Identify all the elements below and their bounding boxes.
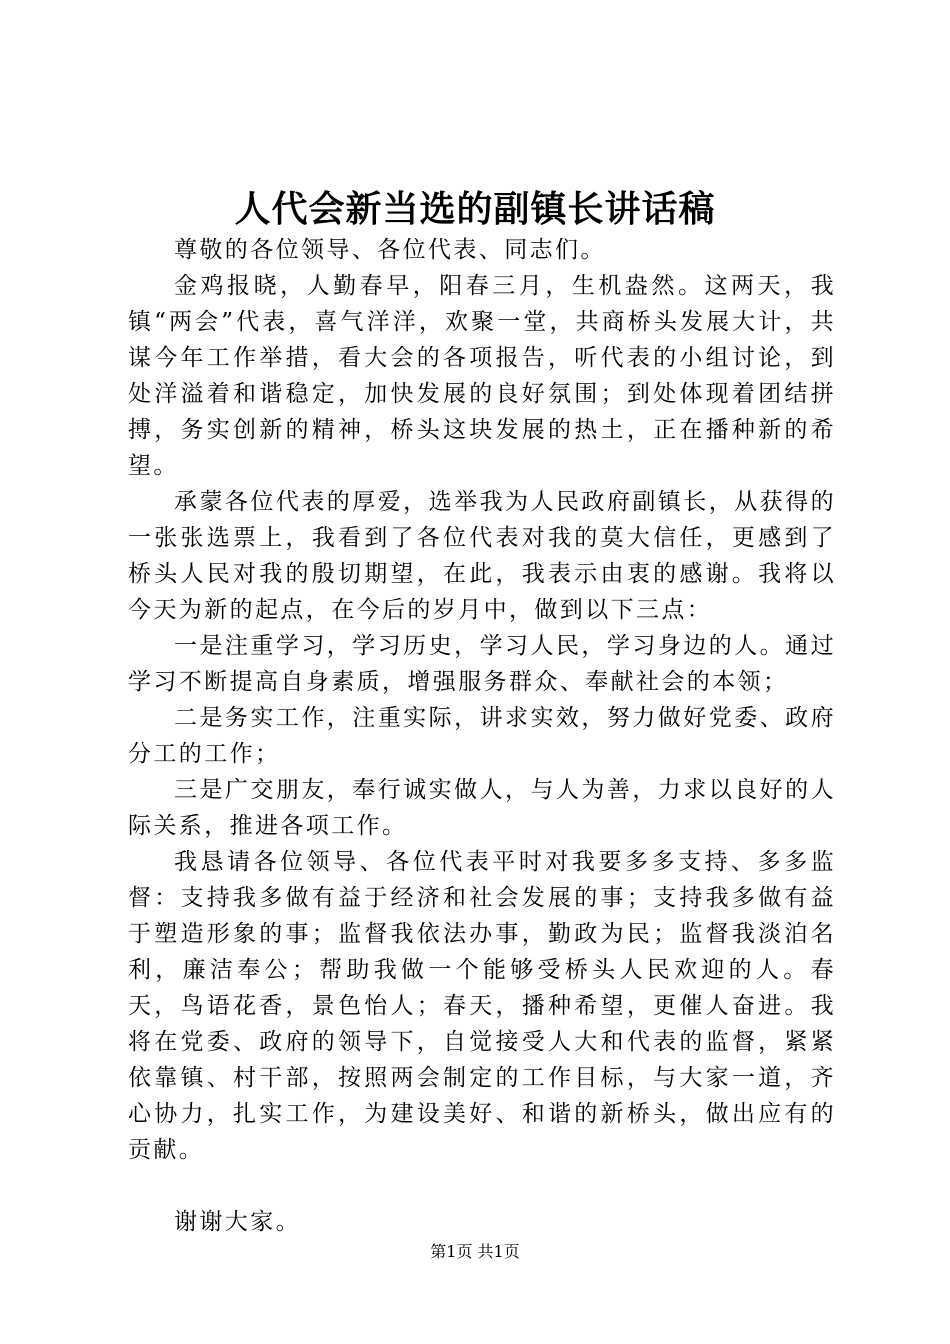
paragraph-point-one: 一是注重学习，学习历史，学习人民，学习身边的人。通过学习不断提高自身素质，增强服务群众、奉献社会的本领； bbox=[128, 633, 836, 695]
paragraph-request: 我恳请各位领导、各位代表平时对我要多多支持、多多监督：支持我多做有益于经济和社会发展的事；支持我多做有益于塑造形象的事；监督我依法办事，勤政为民；监督我淡泊名利，廉洁奉公；帮助我做一个能够受桥头人民欢迎的人。春天，鸟语花香，景色怡人；春天，播种希望，更催人奋进。我将在党委、政府的领导下，自觉接受人大和代表的监督，紧紧依靠镇、村干部，按照两会制定的工作目标，与大家一道，齐心协力，扎实工作，为建设美好、和谐的新桥头，做出应有的贡献。 bbox=[128, 849, 836, 1163]
page-footer: 第1页 共1页 bbox=[430, 1242, 520, 1261]
document-body bbox=[128, 232, 836, 1240]
document-title: 人代会新当选的副镇长讲话稿 bbox=[234, 188, 716, 230]
paragraph-closing: 谢谢大家。 bbox=[174, 1209, 301, 1235]
paragraph-thanks: 承蒙各位代表的厚爱，选举我为人民政府副镇长，从获得的一张张选票上，我看到了各位代表对我的莫大信任，更感到了桥头人民对我的殷切期望，在此，我表示由衷的感谢。我将以今天为新的起点，在今后的岁月中，做到以下三点： bbox=[128, 489, 836, 623]
paragraph-salutation: 尊敬的各位领导、各位代表、同志们。 bbox=[174, 237, 606, 263]
paragraph-point-two: 二是务实工作，注重实际，讲求实效，努力做好党委、政府分工的工作； bbox=[128, 705, 836, 767]
paragraph-opening: 金鸡报晓，人勤春早，阳春三月，生机盎然。这两天，我镇“两会”代表，喜气洋洋，欢聚一堂，共商桥头发展大计，共谋今年工作举措，看大会的各项报告，听代表的小组讨论，到处洋溢着和谐稳定，加快发展的良好氛围；到处体现着团结拼搏，务实创新的精神，桥头这块发展的热土，正在播种新的希望。 bbox=[128, 273, 836, 479]
paragraph-point-three: 三是广交朋友，奉行诚实做人，与人为善，力求以良好的人际关系，推进各项工作。 bbox=[128, 777, 836, 839]
